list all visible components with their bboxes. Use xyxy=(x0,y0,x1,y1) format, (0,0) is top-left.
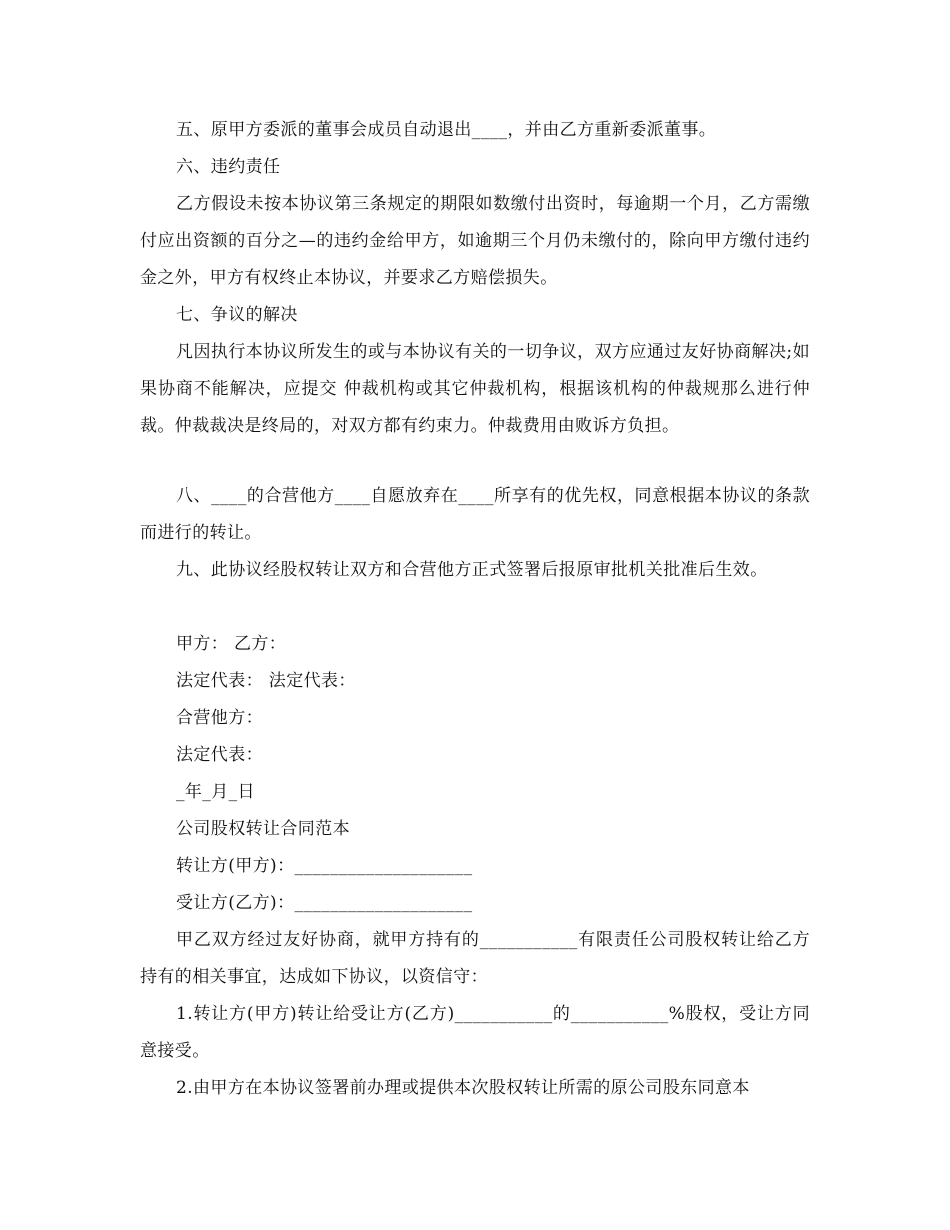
clause-5-text: 五、原甲方委派的董事会成员自动退出____，并由乙方重新委派董事。 xyxy=(176,120,717,140)
signature-jv-representative-line: 法定代表： xyxy=(176,745,263,765)
clause-dispute-text: 凡因执行本协议所发生的或与本协议有关的一切争议，双方应通过友好协商解决;如果协商不能解决，应提交 仲裁机构或其它仲裁机构，根据该机构的仲裁规那么进行仲裁。仲裁裁决是终局的，对双方都有约束力。仲裁费用由败诉方负担。 xyxy=(140,342,810,436)
section-heading-breach: 六、违约责任 xyxy=(176,157,281,177)
signature-party-line: 甲方： 乙方： xyxy=(176,634,287,654)
preamble-text: 甲乙双方经过友好协商，就甲方持有的___________有限责任公司股权转让给乙方持有的相关事宜，达成如下协议，以资信守： xyxy=(140,930,810,987)
transferee-line: 受让方(乙方)：____________________ xyxy=(176,893,473,913)
clause-2-text: 2.由甲方在本协议签署前办理或提供本次股权转让所需的原公司股东同意本 xyxy=(176,1078,750,1098)
transferor-line: 转让方(甲方)：____________________ xyxy=(176,856,473,876)
clause-1-text: 1.转让方(甲方)转让给受让方(乙方)___________的___________%股权，受让方同意接受。 xyxy=(140,1004,810,1061)
section-heading-dispute: 七、争议的解决 xyxy=(176,305,298,325)
signature-joint-venture-line: 合营他方： xyxy=(176,708,263,728)
signature-date-line: _年_月_日 xyxy=(176,782,255,802)
clause-breach-text: 乙方假设未按本协议第三条规定的期限如数缴付出资时，每逾期一个月，乙方需缴付应出资额的百分之—的违约金给甲方，如逾期三个月仍未缴付的，除向甲方缴付违约金之外，甲方有权终止本协议，并要求乙方赔偿损失。 xyxy=(140,194,810,288)
clause-9-text: 九、此协议经股权转让双方和合营他方正式签署后报原审批机关批准后生效。 xyxy=(176,560,768,580)
contract-title: 公司股权转让合同范本 xyxy=(176,819,350,839)
signature-representative-line: 法定代表： 法定代表： xyxy=(176,671,356,691)
clause-8-text: 八、____的合营他方____自愿放弃在____所享有的优先权，同意根据本协议的条款而进行的转让。 xyxy=(140,486,810,543)
